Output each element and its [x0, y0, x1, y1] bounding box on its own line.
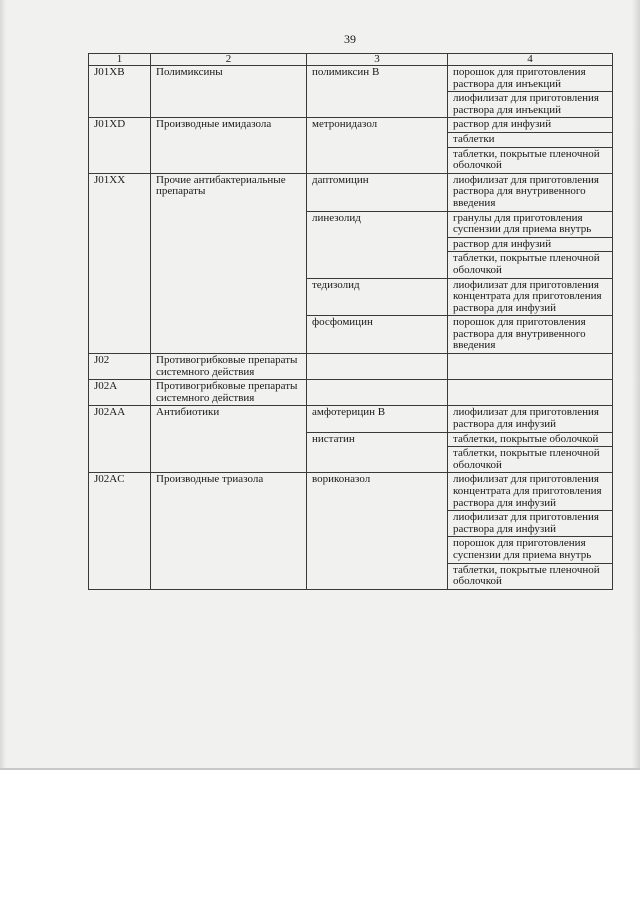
column-header: 3	[307, 54, 448, 66]
atc-code: J02A	[89, 380, 151, 406]
table-header-row	[89, 54, 613, 66]
group-name: Противогрибковые препараты системного действия	[151, 380, 307, 406]
column-header: 1	[89, 54, 151, 66]
group-name: Полимиксины	[151, 66, 307, 118]
table-row	[89, 118, 613, 133]
atc-code: J02AA	[89, 406, 151, 473]
atc-code: J01XD	[89, 118, 151, 173]
drug-name: вориконазол	[307, 473, 448, 589]
group-name: Производные имидазола	[151, 118, 307, 173]
table-row	[89, 173, 613, 211]
drug-name: линезолид	[307, 211, 448, 278]
medication-table	[88, 53, 613, 590]
drug-name: метронидазол	[307, 118, 448, 173]
dosage-form: таблетки, покрытые пленочной оболочкой	[448, 447, 613, 473]
dosage-form: лиофилизат для приготовления раствора для внутривенного введения	[448, 173, 613, 211]
dosage-form: порошок для приготовления суспензии для приема внутрь	[448, 537, 613, 563]
drug-name: фосфомицин	[307, 316, 448, 354]
dosage-form: порошок для приготовления раствора для инъекций	[448, 66, 613, 92]
dosage-form: порошок для приготовления раствора для внутривенного введения	[448, 316, 613, 354]
dosage-form: лиофилизат для приготовления концентрата для приготовления раствора для инфузий	[448, 278, 613, 316]
dosage-form: таблетки, покрытые оболочкой	[448, 432, 613, 447]
table-row	[89, 473, 613, 511]
drug-name: тедизолид	[307, 278, 448, 316]
dosage-form: лиофилизат для приготовления раствора для инфузий	[448, 511, 613, 537]
dosage-form: гранулы для приготовления суспензии для приема внутрь	[448, 211, 613, 237]
table-row	[89, 354, 613, 380]
drug-name-empty	[307, 354, 448, 380]
dosage-form: таблетки, покрытые пленочной оболочкой	[448, 563, 613, 589]
drug-name: даптомицин	[307, 173, 448, 211]
scan-shadow-left	[0, 0, 6, 768]
group-name: Производные триазола	[151, 473, 307, 589]
dosage-form: лиофилизат для приготовления раствора для инфузий	[448, 406, 613, 432]
drug-name-empty	[307, 380, 448, 406]
scan-shadow-right	[632, 0, 640, 768]
table-row	[89, 406, 613, 432]
drug-name: нистатин	[307, 432, 448, 473]
dosage-form: лиофилизат для приготовления концентрата для приготовления раствора для инфузий	[448, 473, 613, 511]
dosage-form: лиофилизат для приготовления раствора для инъекций	[448, 92, 613, 118]
page-number: 39	[344, 32, 356, 46]
atc-code: J01XX	[89, 173, 151, 353]
atc-code: J02AC	[89, 473, 151, 589]
group-name: Антибиотики	[151, 406, 307, 473]
dosage-form: таблетки	[448, 132, 613, 147]
dosage-form-empty	[448, 380, 613, 406]
column-header: 4	[448, 54, 613, 66]
table-row	[89, 380, 613, 406]
atc-code: J01XB	[89, 66, 151, 118]
dosage-form: раствор для инфузий	[448, 237, 613, 252]
column-header: 2	[151, 54, 307, 66]
atc-code: J02	[89, 354, 151, 380]
drug-name: полимиксин В	[307, 66, 448, 118]
drug-name: амфотерицин В	[307, 406, 448, 432]
dosage-form: таблетки, покрытые пленочной оболочкой	[448, 252, 613, 278]
group-name: Противогрибковые препараты системного действия	[151, 354, 307, 380]
dosage-form: таблетки, покрытые пленочной оболочкой	[448, 147, 613, 173]
dosage-form-empty	[448, 354, 613, 380]
table-row	[89, 66, 613, 92]
group-name: Прочие антибактериальные препараты	[151, 173, 307, 353]
dosage-form: раствор для инфузий	[448, 118, 613, 133]
